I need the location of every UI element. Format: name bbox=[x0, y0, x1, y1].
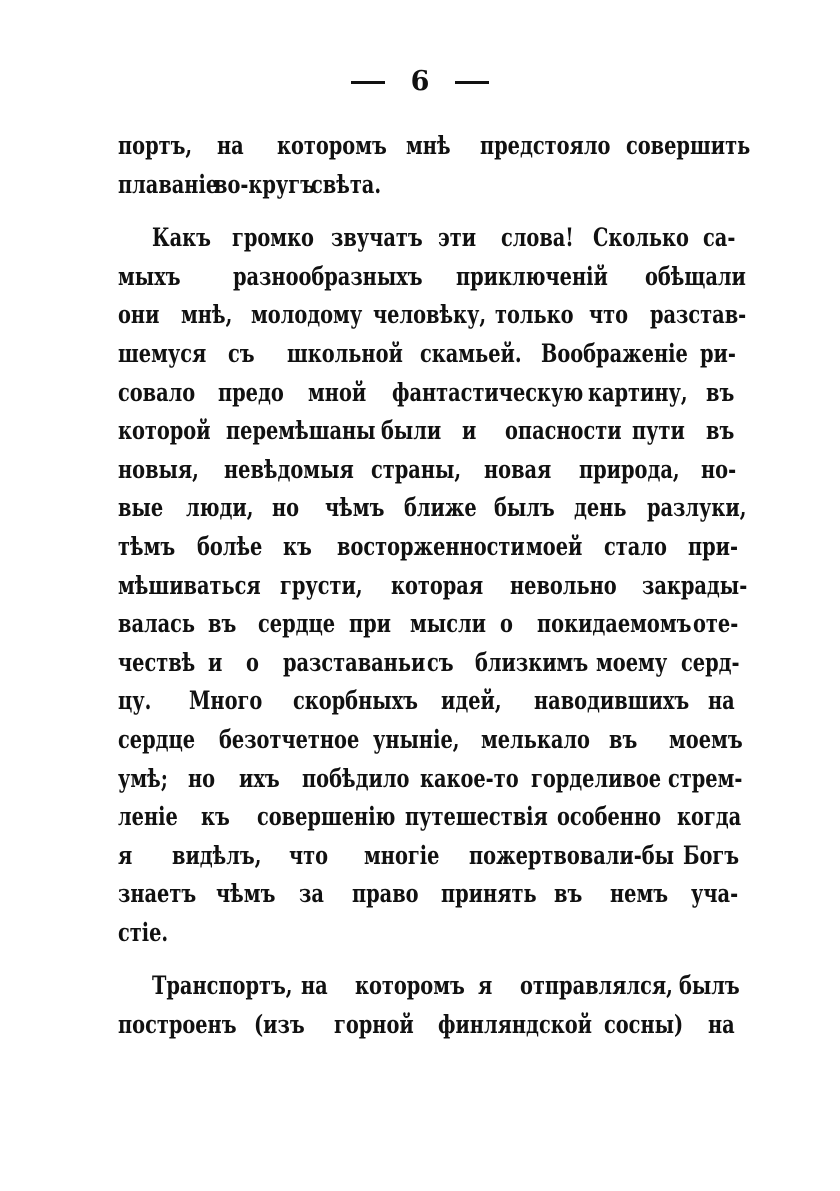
text-line bbox=[118, 682, 735, 721]
word: былъ bbox=[679, 971, 741, 1001]
word: покидаемомъ bbox=[537, 609, 692, 639]
word: пути bbox=[632, 416, 686, 446]
word: ближе bbox=[403, 493, 477, 523]
word: ри- bbox=[700, 338, 737, 368]
word: плаваніе bbox=[118, 169, 219, 199]
text-line bbox=[118, 412, 735, 451]
paragraph bbox=[118, 967, 741, 1044]
word: Транспортъ, bbox=[152, 971, 293, 1001]
word: къ bbox=[282, 531, 312, 561]
word: слова! bbox=[501, 223, 575, 253]
text-line bbox=[118, 967, 741, 1006]
right-dash bbox=[455, 81, 489, 84]
word: природа, bbox=[578, 454, 680, 484]
word: новыя, bbox=[118, 454, 199, 484]
word: безотчетное bbox=[218, 724, 359, 754]
word: невѣдомыя bbox=[223, 454, 354, 484]
word: въ bbox=[553, 879, 582, 909]
word: и bbox=[208, 647, 223, 677]
word: сердце bbox=[258, 609, 336, 639]
word: во-кругъ bbox=[214, 169, 316, 199]
word: громко bbox=[231, 223, 314, 253]
word: мыхъ bbox=[118, 261, 181, 291]
word: разлуки, bbox=[647, 493, 747, 523]
text-line bbox=[118, 837, 739, 876]
paragraph bbox=[118, 127, 750, 204]
word: школьной bbox=[286, 338, 403, 368]
word: немъ bbox=[609, 879, 668, 909]
word: сосны) bbox=[603, 1010, 684, 1040]
word: но bbox=[188, 763, 216, 793]
word: Сколько bbox=[592, 223, 689, 253]
word: предстояло bbox=[479, 131, 611, 160]
left-dash bbox=[351, 81, 385, 84]
word: но- bbox=[700, 454, 736, 484]
word: пожертвовали-бы bbox=[468, 840, 674, 870]
word: мнѣ, bbox=[180, 300, 233, 330]
word: моемъ bbox=[668, 724, 743, 754]
text-line bbox=[118, 1006, 735, 1045]
text-line bbox=[118, 605, 738, 644]
word: знаетъ bbox=[118, 879, 197, 909]
word: ихъ bbox=[239, 763, 281, 793]
word: эти bbox=[438, 223, 477, 253]
word: разстав- bbox=[649, 300, 746, 330]
text-line bbox=[118, 914, 730, 953]
word: цу. bbox=[118, 686, 152, 716]
word: люди, bbox=[185, 493, 254, 523]
word: вые bbox=[118, 493, 164, 523]
word: близкимъ bbox=[475, 647, 589, 677]
word: на bbox=[707, 1010, 735, 1040]
word: закрады- bbox=[641, 570, 747, 600]
word: Воображеніе bbox=[541, 338, 689, 368]
word: (изъ bbox=[254, 1010, 306, 1040]
word: когда bbox=[676, 802, 741, 832]
word: видѣлъ, bbox=[171, 840, 262, 870]
word: свѣта. bbox=[311, 169, 382, 199]
word: опасности bbox=[504, 416, 622, 446]
word: уча- bbox=[690, 879, 738, 909]
word: моей bbox=[526, 531, 583, 561]
word: идей, bbox=[441, 686, 502, 716]
word: которомъ bbox=[276, 131, 387, 160]
text-line bbox=[118, 127, 750, 166]
word: особенно bbox=[557, 802, 662, 832]
word: предо bbox=[217, 377, 284, 407]
word: новая bbox=[483, 454, 552, 484]
word: съ bbox=[228, 338, 255, 368]
word: отправлялся, bbox=[520, 971, 674, 1001]
word: чествѣ bbox=[118, 647, 196, 677]
word: при bbox=[348, 609, 391, 639]
word: побѣдило bbox=[302, 763, 410, 793]
word: только bbox=[494, 300, 574, 330]
word: восторженности bbox=[337, 531, 526, 561]
word: валась bbox=[118, 609, 196, 639]
word: Какъ bbox=[152, 223, 211, 253]
body-text bbox=[118, 127, 750, 1045]
word: страны, bbox=[370, 454, 461, 484]
word: стрем- bbox=[668, 763, 743, 793]
word: разнообразныхъ bbox=[233, 261, 423, 291]
word: мѣшиваться bbox=[118, 570, 261, 600]
text-line bbox=[118, 567, 747, 606]
text-line bbox=[118, 644, 740, 683]
word: на bbox=[217, 131, 245, 160]
word: портъ, bbox=[118, 131, 193, 160]
word: какое-то bbox=[420, 763, 519, 793]
word: оте- bbox=[692, 609, 738, 639]
word: скорбныхъ bbox=[293, 686, 419, 716]
word: сердце bbox=[118, 724, 196, 754]
word: мелькало bbox=[481, 724, 591, 754]
text-line bbox=[118, 374, 735, 413]
word: на bbox=[707, 686, 735, 716]
word: чѣмъ bbox=[216, 879, 276, 909]
word: горной bbox=[334, 1010, 414, 1040]
text-line bbox=[118, 489, 747, 528]
word: разставаньи bbox=[282, 647, 425, 677]
word: съ bbox=[427, 647, 454, 677]
text-line bbox=[118, 296, 746, 335]
word: мнѣ bbox=[405, 131, 451, 160]
word: шемуся bbox=[118, 338, 207, 368]
word: уныніе, bbox=[372, 724, 460, 754]
text-line bbox=[118, 798, 741, 837]
word: тѣмъ bbox=[118, 531, 176, 561]
word: въ bbox=[706, 416, 735, 446]
word: что bbox=[588, 300, 628, 330]
word: человѣку, bbox=[372, 300, 486, 330]
text-line bbox=[118, 335, 737, 374]
word: мной bbox=[307, 377, 367, 407]
text-line bbox=[118, 721, 743, 760]
word: Много bbox=[188, 686, 262, 716]
word: право bbox=[351, 879, 419, 909]
word: скамьей. bbox=[419, 338, 522, 368]
word: при- bbox=[687, 531, 738, 561]
text-line bbox=[118, 166, 730, 205]
word: стало bbox=[603, 531, 667, 561]
word: горделивое bbox=[530, 763, 661, 793]
word: за bbox=[298, 879, 324, 909]
word: совало bbox=[118, 377, 196, 407]
word: наводившихъ bbox=[534, 686, 690, 716]
word: день bbox=[573, 493, 627, 523]
word: чѣмъ bbox=[324, 493, 384, 523]
word: картину, bbox=[587, 377, 688, 407]
word: которомъ bbox=[354, 971, 465, 1001]
word: финляндской bbox=[437, 1010, 592, 1040]
text-line bbox=[118, 875, 738, 914]
word: построенъ bbox=[118, 1010, 237, 1040]
word: моему bbox=[595, 647, 667, 677]
word: въ bbox=[706, 377, 735, 407]
word: совершенію bbox=[256, 802, 396, 832]
word: леніе bbox=[118, 802, 178, 832]
word: умѣ; bbox=[118, 763, 168, 793]
word: многіе bbox=[363, 840, 440, 870]
paragraph-gap bbox=[118, 204, 730, 219]
word: что bbox=[288, 840, 328, 870]
word: путешествія bbox=[405, 802, 548, 832]
word: которая bbox=[390, 570, 483, 600]
paragraph bbox=[118, 219, 747, 952]
word: въ bbox=[208, 609, 237, 639]
word: болѣе bbox=[196, 531, 263, 561]
word: серд- bbox=[680, 647, 740, 677]
word: былъ bbox=[493, 493, 555, 523]
text-line bbox=[118, 451, 736, 490]
word: обѣщали bbox=[645, 261, 747, 291]
page-number-header bbox=[0, 66, 840, 97]
word: са- bbox=[703, 223, 736, 253]
word: на bbox=[301, 971, 328, 1001]
text-line bbox=[118, 528, 738, 567]
word: я bbox=[118, 840, 133, 870]
word: которой bbox=[118, 416, 211, 446]
word: принять bbox=[440, 879, 537, 909]
word: перемѣшаны bbox=[225, 416, 376, 446]
word: невольно bbox=[510, 570, 617, 600]
word: совершить bbox=[625, 131, 750, 160]
text-line bbox=[118, 760, 743, 799]
word: фантастическую bbox=[391, 377, 584, 407]
page-number: 6 bbox=[410, 66, 430, 97]
word: приключеній bbox=[455, 261, 608, 291]
word: они bbox=[118, 300, 160, 330]
text-line bbox=[118, 219, 736, 258]
paragraph-gap bbox=[118, 952, 730, 967]
word: Богъ bbox=[682, 840, 739, 870]
word: грусти, bbox=[279, 570, 363, 600]
word: я bbox=[477, 971, 492, 1001]
word: стіе. bbox=[118, 917, 169, 947]
word: мысли bbox=[410, 609, 486, 639]
word: въ bbox=[608, 724, 637, 754]
word: и bbox=[462, 416, 477, 446]
word: молодому bbox=[251, 300, 363, 330]
word: были bbox=[381, 416, 442, 446]
word: но bbox=[272, 493, 300, 523]
word: къ bbox=[200, 802, 230, 832]
text-line bbox=[118, 258, 747, 297]
word: о bbox=[245, 647, 259, 677]
word: о bbox=[500, 609, 514, 639]
word: звучатъ bbox=[331, 223, 423, 253]
